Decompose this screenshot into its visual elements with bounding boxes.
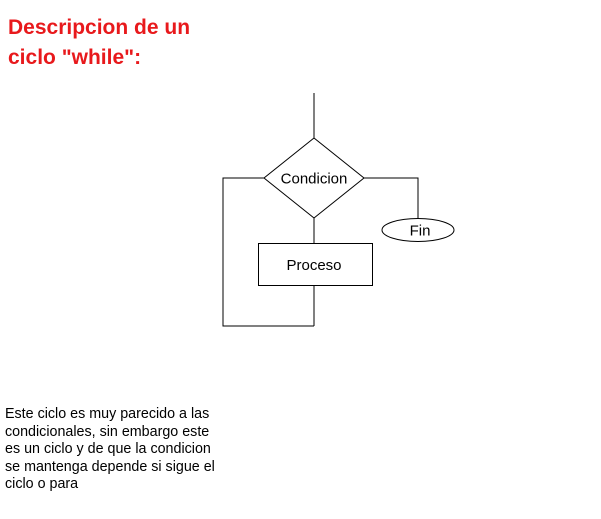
condition-label: Condicion xyxy=(280,170,348,188)
exit-connector xyxy=(364,178,418,219)
description-text: Este ciclo es muy parecido a las condicionales, sin embargo este es un ciclo y de que la condicion se mantenga depende si sigue el ciclo o para xyxy=(5,406,215,493)
end-label: Fin xyxy=(409,222,431,240)
process-label: Proceso xyxy=(286,257,342,274)
page-title: Descripcion de un ciclo "while": xyxy=(8,16,191,69)
